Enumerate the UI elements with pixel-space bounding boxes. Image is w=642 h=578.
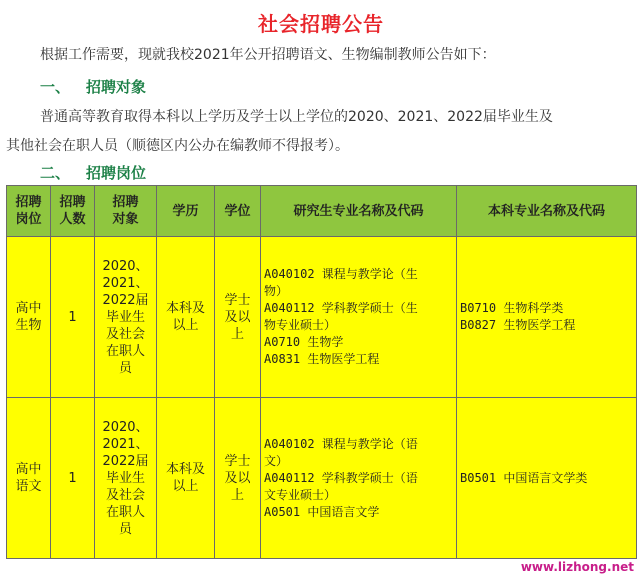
cell-line: 2022届 bbox=[102, 453, 149, 469]
cell-line: 及以 bbox=[224, 309, 251, 325]
table-header-cell bbox=[215, 186, 261, 237]
cell-line: 高中 bbox=[15, 462, 42, 477]
positions-table bbox=[6, 185, 637, 559]
cell-line: 语文 bbox=[15, 479, 42, 494]
table-header-cell bbox=[51, 186, 95, 237]
table-header-row bbox=[7, 186, 637, 237]
page-title: 社会招聘公告 bbox=[258, 12, 384, 36]
cell-line: 以上 bbox=[172, 318, 199, 333]
cell-line: 学士 bbox=[224, 453, 251, 469]
table-header-cell bbox=[457, 186, 637, 237]
header-line: 本科专业名称及代码 bbox=[487, 203, 605, 219]
cell-line: 2022届 bbox=[102, 292, 149, 308]
cell-line: 上 bbox=[230, 326, 244, 342]
education-cell bbox=[157, 237, 215, 398]
para1-line2: 其他社会在职人员（顺德区内公办在编教师不得报考）。 bbox=[6, 138, 349, 154]
cell-line: A0501 中国语言文学 bbox=[264, 504, 380, 519]
section-1-label: 招聘对象 bbox=[86, 78, 147, 96]
undergrad-major-cell bbox=[457, 398, 637, 559]
education-cell bbox=[157, 398, 215, 559]
header-line: 学位 bbox=[224, 203, 251, 219]
cell-line: 2020、 bbox=[102, 258, 149, 274]
cell-line: 学士 bbox=[224, 292, 251, 308]
header-line: 学历 bbox=[172, 203, 199, 219]
cell-line: B0710 生物科学类 bbox=[460, 301, 564, 315]
table-header-cell bbox=[7, 186, 51, 237]
cell-line: B0827 生物医学工程 bbox=[460, 318, 576, 332]
cell-line: 高中 bbox=[15, 301, 42, 316]
cell-line: 本科及 bbox=[165, 301, 205, 316]
cell-line: A040102 课程与教学论（生 bbox=[264, 267, 418, 281]
header-line: 对象 bbox=[112, 212, 139, 227]
cell-line: A0710 生物学 bbox=[264, 335, 344, 349]
cell-line: 物专业硕士） bbox=[264, 318, 337, 332]
cell-line: 毕业生 bbox=[105, 309, 145, 325]
degree-cell bbox=[215, 237, 261, 398]
section-2-heading bbox=[40, 162, 146, 183]
cell-line: 物） bbox=[264, 284, 289, 298]
degree-cell bbox=[215, 398, 261, 559]
cell-line: 以上 bbox=[172, 479, 199, 494]
watermark: www.lizhong.net bbox=[520, 560, 634, 574]
cell-line: A040102 课程与教学论（语 bbox=[264, 436, 418, 451]
cell-line: 在职人 bbox=[105, 504, 145, 520]
cell-line: 1 bbox=[68, 309, 77, 325]
grad-major-cell bbox=[261, 237, 457, 398]
table-header-cell bbox=[261, 186, 457, 237]
table-header-cell bbox=[95, 186, 157, 237]
header-line: 人数 bbox=[59, 212, 86, 227]
intro-paragraph: 根据工作需要，现就我校2021年公开招聘语文、生物编制教师公告如下： bbox=[40, 47, 496, 63]
para1-line1: 普通高等教育取得本科以上学历及学士以上学位的2020、2021、2022届毕业生及 bbox=[40, 109, 553, 125]
header-line: 招聘 bbox=[112, 195, 139, 210]
undergrad-major-cell bbox=[457, 237, 637, 398]
section-1-heading bbox=[40, 76, 146, 97]
section-2-number: 二、 bbox=[40, 164, 71, 182]
count-cell bbox=[51, 237, 95, 398]
cell-line: 2020、 bbox=[102, 419, 149, 435]
cell-line: 员 bbox=[118, 360, 132, 376]
section-1-number: 一、 bbox=[40, 78, 71, 96]
cell-line: 2021、 bbox=[102, 436, 149, 452]
post-cell bbox=[7, 237, 51, 398]
cell-line: 及社会 bbox=[105, 326, 145, 342]
target-cell bbox=[95, 398, 157, 559]
table-header-cell bbox=[157, 186, 215, 237]
cell-line: B0501 中国语言文学类 bbox=[460, 470, 588, 485]
table-row bbox=[7, 398, 637, 559]
cell-line: A0831 生物医学工程 bbox=[264, 352, 380, 366]
table-row bbox=[7, 237, 637, 398]
cell-line: 毕业生 bbox=[105, 470, 145, 486]
target-cell bbox=[95, 237, 157, 398]
cell-line: 上 bbox=[230, 487, 244, 503]
cell-line: 文） bbox=[264, 453, 289, 468]
cell-line: 生物 bbox=[15, 318, 42, 333]
count-cell bbox=[51, 398, 95, 559]
section-2-label: 招聘岗位 bbox=[86, 164, 147, 182]
header-line: 招聘 bbox=[15, 195, 42, 210]
cell-line: 及社会 bbox=[105, 487, 145, 503]
grad-major-cell bbox=[261, 398, 457, 559]
cell-line: 文专业硕士） bbox=[264, 487, 337, 502]
cell-line: A040112 学科教学硕士（生 bbox=[264, 301, 418, 315]
cell-line: 在职人 bbox=[105, 343, 145, 359]
cell-line: 本科及 bbox=[165, 462, 205, 477]
post-cell bbox=[7, 398, 51, 559]
cell-line: 及以 bbox=[224, 470, 251, 486]
header-line: 招聘 bbox=[59, 195, 86, 210]
cell-line: 1 bbox=[68, 470, 77, 486]
cell-line: 2021、 bbox=[102, 275, 149, 291]
cell-line: A040112 学科教学硕士（语 bbox=[264, 470, 418, 485]
cell-line: 员 bbox=[118, 521, 132, 537]
header-line: 研究生专业名称及代码 bbox=[293, 203, 424, 219]
header-line: 岗位 bbox=[15, 212, 42, 227]
